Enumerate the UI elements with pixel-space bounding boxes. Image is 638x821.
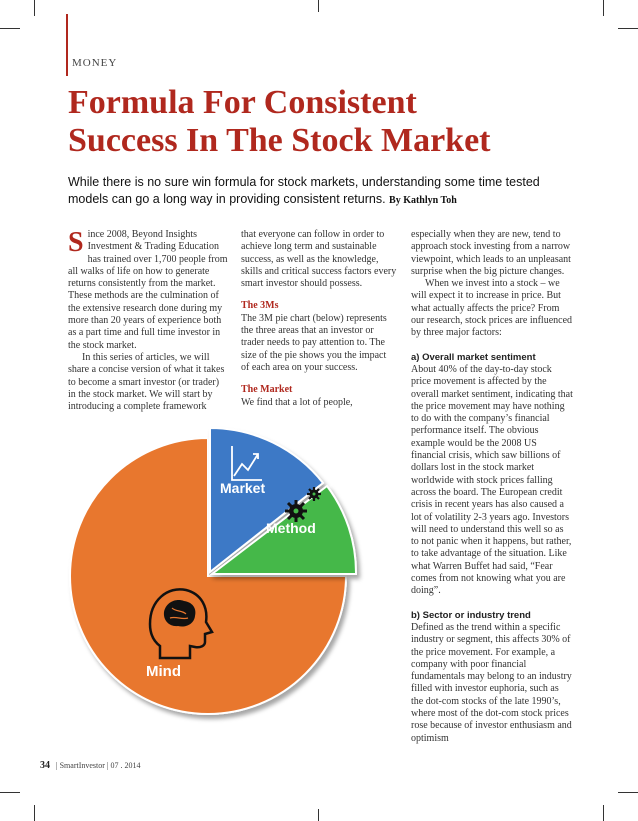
- paragraph: The 3M pie chart (below) represents the three areas that an investor or trader needs to pay attention to. The size of the pie shows you the impact of each area on your success.: [241, 312, 387, 373]
- title-line-2: Success In The Stock Market: [68, 122, 491, 159]
- subtitle-text: While there is no sure win formula for stock markets, understanding some time tested models can go a long way in providing consistent returns.: [68, 175, 540, 206]
- paragraph: [68, 229, 228, 352]
- subheading: b) Sector or industry trend: [411, 609, 531, 621]
- crop-mark: [603, 0, 604, 16]
- slice-label-market: Market: [220, 480, 266, 496]
- page-footer: [40, 760, 141, 771]
- footer-text: | SmartInvestor | 07 . 2014: [56, 761, 141, 770]
- crop-mark: [618, 792, 638, 793]
- paragraph-text: ince 2008, Beyond Insights Investment & Trading Education has trained over 1,700 people from all walks of life on how to generate returns consistently from the market. These methods are the culmination of the extensive research done during my more than 20 years of experience both as a part time and full time investor in the stock market.: [68, 229, 228, 351]
- crop-mark: [34, 0, 35, 16]
- paragraph: In this series of articles, we will share a concise version of what it takes to become a smart investor (or trader) in the stock market. We will start by introducing a complete framework: [68, 351, 225, 413]
- article-title: [68, 84, 491, 160]
- slice-label-mind: Mind: [146, 663, 181, 680]
- slice-label-method: Method: [266, 520, 316, 536]
- page-number: 34: [40, 760, 50, 771]
- section-label: MONEY: [72, 57, 118, 69]
- subheading: a) Overall market sentiment: [411, 351, 536, 363]
- column-3: [411, 229, 573, 745]
- article-subtitle: [68, 174, 573, 209]
- paragraph: When we invest into a stock – we will expect it to increase in price. But what actually affects the price? From our research, stock prices are influenced by three major factors:: [411, 278, 573, 339]
- crop-mark: [34, 805, 35, 821]
- subheading: The Market: [241, 384, 293, 396]
- paragraph: especially when they are new, tend to approach stock investing from a narrow viewpoint, which leads to an unpleasant surprise when the big picture changes.: [411, 229, 571, 277]
- drop-cap: S: [68, 227, 84, 258]
- crop-mark: [318, 0, 319, 12]
- paragraph: that everyone can follow in order to achieve long term and sustainable success, as well as the knowledge, skills and critical success factors every smart investor should possess.: [241, 229, 397, 290]
- byline: By Kathlyn Toh: [389, 195, 457, 206]
- crop-mark: [0, 28, 20, 29]
- crop-mark: [603, 805, 604, 821]
- pie-chart: [0, 380, 400, 800]
- crop-mark: [618, 28, 638, 29]
- paragraph: We find that a lot of people,: [241, 396, 353, 408]
- paragraph: About 40% of the day-to-day stock price movement is affected by the overall market sentiment, indicating that the price movement may have nothing to do with the company’s financial performance itself. The obvious example would be the 2008 US financial crisis, which saw billions of dollars lost in the stock market worldwide with stock prices falling across the board. The European credit crisis in recent years has also caused a lot of volatility 2-3 years ago. Investors will need to understand this well so as to not panic when it happens, but rather, to take advantage of the situation. Like what Warren Buffet had said, “Fear comes from not knowing what you are doing”.: [411, 363, 573, 597]
- crop-mark: [318, 809, 319, 821]
- paragraph: Defined as the trend within a specific industry or segment, this affects 30% of the price movement. For example, a company with poor financial fundamentals may belong to an industry filled with investor euphoria, such as the dot-com stocks of the late 1990’s, where most of the dot-com stock prices rose because of investor enthusiasm and optimism: [411, 621, 572, 744]
- title-line-1: Formula For Consistent: [68, 84, 417, 121]
- subheading: The 3Ms: [241, 300, 279, 312]
- section-bar: [66, 14, 68, 76]
